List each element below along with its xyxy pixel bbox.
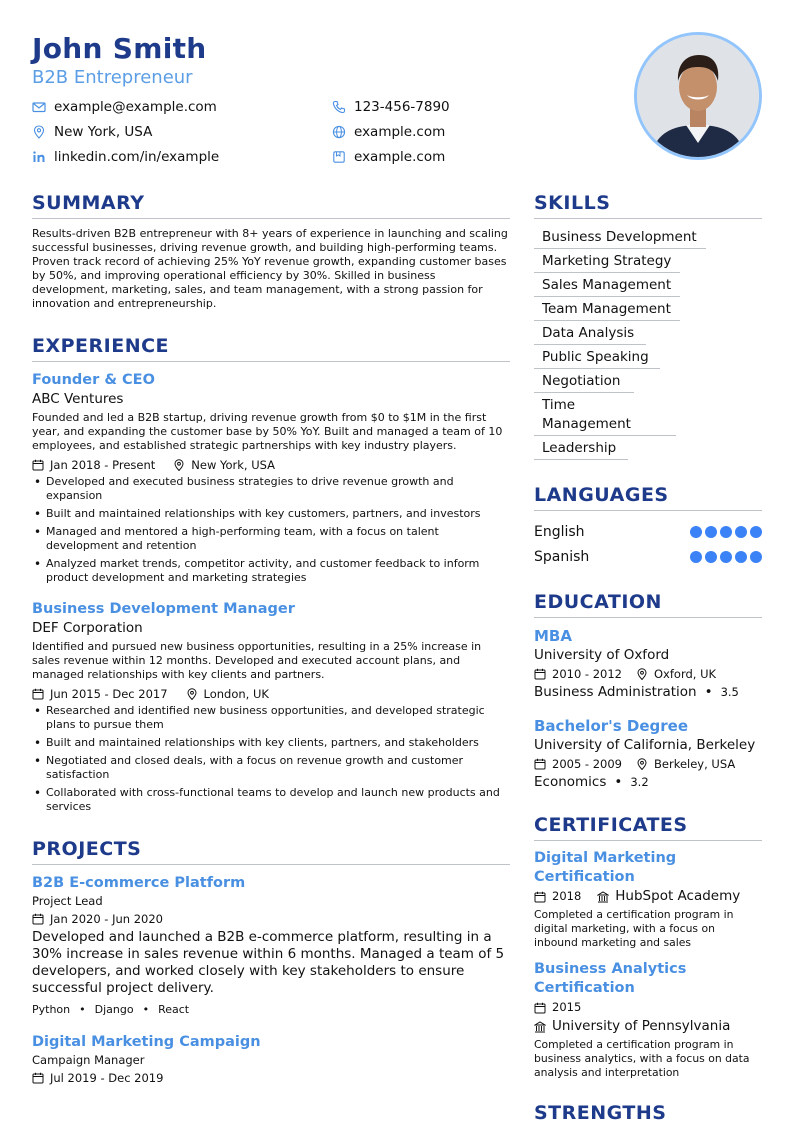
candidate-name: John Smith [32, 32, 207, 65]
calendar-icon [32, 688, 44, 700]
calendar-icon [32, 459, 44, 471]
project-tag: Python [32, 1003, 71, 1016]
job-dates: Jun 2015 - Dec 2017 [50, 687, 168, 701]
list-item: • Negotiated and closed deals, with a focus on revenue growth and customer satisfaction [32, 754, 510, 782]
job-description: Identified and pursued new business opportunities, resulting in a 25% increase in sales revenue within 12 months. Developed and executed account plans, and managed relationships with key clients and partners. [32, 640, 482, 681]
job-role: Founder & CEO [32, 372, 155, 388]
level-dot [690, 551, 702, 563]
projects-section [32, 836, 510, 1086]
contact-portfolio[interactable] [332, 148, 492, 166]
level-dot [705, 551, 717, 563]
education-location: Oxford, UK [654, 667, 717, 681]
contact-website-text: example.com [354, 124, 446, 140]
languages-heading: LANGUAGES [534, 482, 762, 511]
job-bullets [32, 475, 510, 585]
job-bullets [32, 704, 510, 814]
skills-heading: SKILLS [534, 190, 762, 219]
project-tag: React [158, 1003, 190, 1016]
contact-list [32, 98, 492, 166]
location-icon [32, 125, 46, 139]
job-role: Business Development Manager [32, 601, 295, 617]
certificate-description: Completed a certification program in business analytics, with a focus on data analysis and interpretation [534, 1038, 750, 1079]
language-item [534, 544, 762, 569]
calendar-icon [32, 1072, 44, 1084]
portfolio-icon [332, 150, 346, 164]
skill-item: Data Analysis [534, 323, 646, 345]
contact-linkedin-text: linkedin.com/in/example [54, 149, 220, 165]
education-section [534, 589, 762, 792]
education-meta [534, 666, 762, 682]
project-dates: Jul 2019 - Dec 2019 [50, 1071, 164, 1085]
location-icon [173, 459, 185, 471]
skill-item: Negotiation [534, 371, 634, 393]
list-item: • Collaborated with cross-functional teams to develop and launch new products and services [32, 786, 510, 814]
job-company: ABC Ventures [32, 391, 124, 407]
skill-item: Team Management [534, 299, 680, 321]
level-dot [690, 526, 702, 538]
certificate-entry [534, 849, 762, 950]
list-item: • Developed and executed business strategies to drive revenue growth and expansion [32, 475, 510, 503]
contact-linkedin[interactable] [32, 148, 332, 166]
linkedin-icon [32, 150, 46, 164]
experience-section [32, 333, 510, 814]
contact-phone-text: 123-456-7890 [354, 99, 450, 115]
skills-section [534, 190, 762, 460]
project-title: B2B E-commerce Platform [32, 875, 246, 891]
level-dot [735, 526, 747, 538]
project-dates: Jan 2020 - Jun 2020 [50, 912, 164, 926]
project-title: Digital Marketing Campaign [32, 1034, 261, 1050]
job-entry [32, 370, 510, 585]
job-location: New York, USA [191, 458, 276, 472]
education-field-row: Business Administration • 3.5 [534, 684, 739, 700]
project-entry [32, 1032, 510, 1086]
avatar-icon [637, 35, 759, 157]
job-company: DEF Corporation [32, 620, 143, 636]
education-gpa: 3.2 [630, 775, 649, 789]
certificate-meta [534, 887, 762, 906]
level-dot [750, 551, 762, 563]
location-icon [636, 668, 648, 680]
globe-icon [332, 125, 346, 139]
calendar-icon [534, 1002, 546, 1014]
skill-item: Marketing Strategy [534, 251, 680, 273]
level-dot [720, 526, 732, 538]
certificates-section [534, 812, 762, 1080]
education-degree: Bachelor's Degree [534, 717, 688, 735]
language-level [690, 526, 762, 538]
list-item: • Built and maintained relationships with key clients, partners, and stakeholders [32, 736, 510, 750]
email-icon [32, 100, 46, 114]
certificate-year: 2015 [552, 1000, 582, 1014]
certificate-issuer: HubSpot Academy [615, 888, 741, 904]
phone-icon [332, 100, 346, 114]
education-gpa: 3.5 [720, 685, 739, 699]
list-item: • Built and maintained relationships with key customers, partners, and investors [32, 507, 510, 521]
certificate-name: Digital Marketing Certification [534, 850, 677, 885]
list-item: • Researched and identified new business opportunities, and developed strategic plans to pursue them [32, 704, 510, 732]
language-level [690, 551, 762, 563]
education-field-row: Economics • 3.2 [534, 774, 649, 790]
location-icon [186, 688, 198, 700]
strengths-heading: STRENGTHS [534, 1100, 762, 1123]
skill-item: Time Management [534, 395, 676, 436]
certificate-name: Business Analytics Certification [534, 961, 687, 996]
location-icon [636, 758, 648, 770]
level-dot [735, 551, 747, 563]
strengths-section [534, 1100, 762, 1123]
skill-item: Public Speaking [534, 347, 660, 369]
calendar-icon [534, 668, 546, 680]
skill-item: Business Development [534, 227, 706, 249]
education-school: University of Oxford [534, 647, 670, 663]
language-name: English [534, 523, 585, 540]
resume-header [32, 32, 632, 90]
contact-phone[interactable] [332, 98, 492, 116]
level-dot [705, 526, 717, 538]
education-field: Economics [534, 774, 607, 790]
calendar-icon [534, 758, 546, 770]
job-meta [32, 686, 510, 702]
level-dot [720, 551, 732, 563]
project-meta [32, 911, 510, 927]
language-item [534, 519, 762, 544]
summary-heading: SUMMARY [32, 190, 510, 219]
institution-icon [534, 1021, 546, 1033]
skills-list [534, 227, 762, 460]
certificate-entry [534, 960, 762, 1080]
skill-item: Leadership [534, 438, 628, 460]
project-role: Project Lead [32, 894, 103, 908]
job-meta [32, 457, 510, 473]
job-dates: Jan 2018 - Present [50, 458, 156, 472]
education-field: Business Administration [534, 684, 697, 700]
certificate-issuer: University of Pennsylvania [552, 1018, 731, 1034]
institution-icon [597, 891, 609, 903]
summary-text: Results-driven B2B entrepreneur with 8+ years of experience in launching and scaling successful businesses, driving revenue growth, and building high-performing teams. Proven track record of achieving 25% YoY revenue growth, expanding customer bases by 50%, and improving operational efficiency by 30%. Skilled in business development, marketing, sales, and team management, with a strong passion for innovation and entrepreneurship. [32, 227, 508, 310]
list-item: • Managed and mentored a high-performing team, with a focus on talent development and retention [32, 525, 510, 553]
contact-location [32, 123, 332, 141]
calendar-icon [32, 913, 44, 925]
right-column [534, 190, 762, 1123]
contact-portfolio-text: example.com [354, 149, 446, 165]
project-entry [32, 873, 510, 1018]
contact-email[interactable] [32, 98, 332, 116]
certificate-meta [534, 998, 762, 1017]
certificate-year: 2018 [552, 889, 582, 903]
education-entry [534, 716, 762, 792]
calendar-icon [534, 891, 546, 903]
education-dates: 2010 - 2012 [552, 667, 622, 681]
certificate-description: Completed a certification program in digital marketing, with a focus on inbound marketing and sales [534, 908, 734, 949]
skill-item: Sales Management [534, 275, 680, 297]
job-description: Founded and led a B2B startup, driving revenue growth from $0 to $1M in the first year, and expanding the customer base by 50% YoY. Built and managed a team of 10 employees, and established strategic partnerships with key industry players. [32, 411, 503, 452]
project-description: Developed and launched a B2B e-commerce platform, resulting in a 30% increase in sales revenue within 6 months. Managed a team of 5 developers, and worked closely with key stakeholders to ensure successful project delivery. [32, 929, 505, 996]
list-item: • Analyzed market trends, competitor activity, and customer feedback to inform product development and marketing strategies [32, 557, 510, 585]
summary-section [32, 190, 510, 311]
language-name: Spanish [534, 548, 590, 565]
education-dates: 2005 - 2009 [552, 757, 622, 771]
experience-heading: EXPERIENCE [32, 333, 510, 362]
education-meta [534, 756, 762, 772]
left-column [32, 190, 510, 1088]
candidate-title: B2B Entrepreneur [32, 67, 193, 88]
contact-email-text: example@example.com [54, 99, 217, 115]
contact-location-text: New York, USA [54, 124, 153, 140]
certificate-meta [534, 1017, 762, 1036]
profile-photo [634, 32, 762, 160]
job-entry [32, 599, 510, 814]
project-tags: Python • Django • React [32, 1003, 190, 1016]
education-school: University of California, Berkeley [534, 737, 756, 753]
level-dot [750, 526, 762, 538]
project-tag: Django [94, 1003, 134, 1016]
certificates-heading: CERTIFICATES [534, 812, 762, 841]
education-entry [534, 626, 762, 702]
project-role: Campaign Manager [32, 1053, 145, 1067]
education-degree: MBA [534, 627, 572, 645]
languages-section [534, 482, 762, 569]
education-location: Berkeley, USA [654, 757, 736, 771]
project-meta [32, 1070, 510, 1086]
job-location: London, UK [203, 687, 269, 701]
contact-website[interactable] [332, 123, 492, 141]
education-heading: EDUCATION [534, 589, 762, 618]
projects-heading: PROJECTS [32, 836, 510, 865]
